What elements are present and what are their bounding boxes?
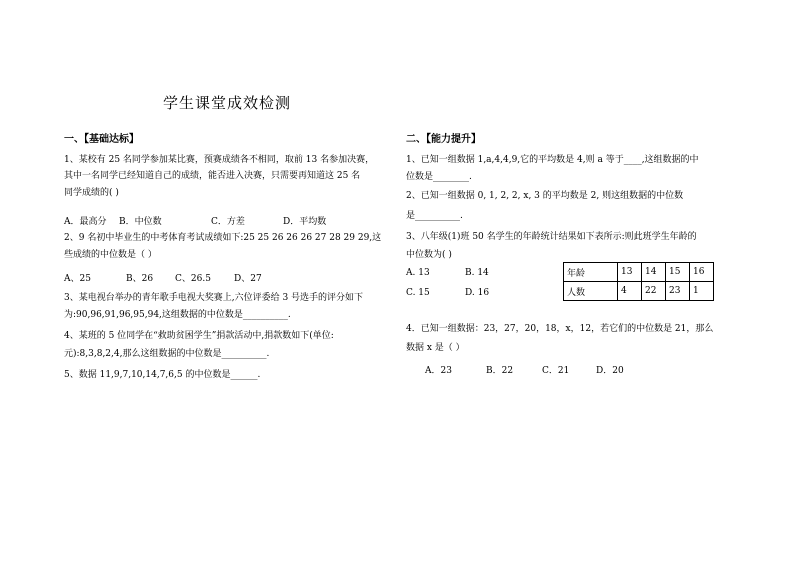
question-text: 5、数据 11,9,7,10,14,7,6,5 的中位数是______. bbox=[64, 370, 261, 380]
option-d: D．20 bbox=[596, 366, 624, 376]
question-text: 为:90,96,91,96,95,94,这组数据的中位数是__________. bbox=[64, 310, 291, 320]
question-text: 元):8,3,8,2,4,那么这组数据的中位数是__________. bbox=[64, 349, 270, 359]
section-basic-heading: 一、【基础达标】 bbox=[64, 134, 139, 145]
option-b: B. 14 bbox=[465, 268, 489, 278]
option-a: A．23 bbox=[425, 366, 452, 376]
section-advanced-heading: 二、【能力提升】 bbox=[406, 134, 481, 145]
question-text: 同学成绩的( ) bbox=[64, 188, 119, 198]
option-b: B．中位数 bbox=[119, 217, 162, 227]
table-row bbox=[564, 263, 714, 282]
option-c: C. 15 bbox=[406, 288, 430, 298]
option-a: A. 13 bbox=[406, 268, 430, 278]
table-cell: 13 bbox=[618, 263, 642, 282]
question-text: 1、某校有 25 名同学参加某比赛，预赛成绩各不相同，取前 13 名参加决赛， bbox=[64, 155, 375, 165]
question-text: 4、某班的 5 位同学在“救助贫困学生”捐款活动中,捐款数如下(单位: bbox=[64, 331, 334, 341]
question-text: 是__________. bbox=[406, 211, 463, 221]
question-text: 中位数为( ) bbox=[406, 250, 452, 260]
question-text: 2、9 名初中毕业生的中考体育考试成绩如下:25 25 26 26 26 27 28 29 29,这 bbox=[64, 233, 382, 243]
table-cell: 1 bbox=[690, 282, 714, 301]
question-text: 些成绩的中位数是（ ） bbox=[64, 250, 157, 260]
table-cell: 人数 bbox=[564, 282, 618, 301]
table-cell: 14 bbox=[642, 263, 666, 282]
question-text: 数据 x 是（ ） bbox=[406, 343, 465, 353]
table-cell: 4 bbox=[618, 282, 642, 301]
table-cell: 年龄 bbox=[564, 263, 618, 282]
question-text: 其中一名同学已经知道自己的成绩，能否进入决赛，只需要再知道这 25 名 bbox=[64, 171, 361, 181]
table-cell: 22 bbox=[642, 282, 666, 301]
table-cell: 15 bbox=[666, 263, 690, 282]
question-text: 1、已知一组数据 1,a,4,4,9,它的平均数是 4,则 a 等于____,这组数据的中 bbox=[406, 155, 699, 165]
age-table bbox=[563, 262, 714, 301]
option-d: D．平均数 bbox=[283, 217, 327, 227]
question-text: 位数是________. bbox=[406, 172, 472, 182]
table-cell: 23 bbox=[666, 282, 690, 301]
page-title: 学生课堂成效检测 bbox=[163, 94, 292, 112]
option-c: C．方差 bbox=[211, 217, 245, 227]
question-text: 2、已知一组数据 0, 1, 2, 2, x, 3 的平均数是 2, 则这组数据的中位数 bbox=[406, 191, 684, 201]
option-c: C、26.5 bbox=[175, 274, 211, 284]
question-text: 4．已知一组数据：23，27，20，18，x，12，若它们的中位数是 21，那么 bbox=[406, 324, 714, 334]
option-d: D、27 bbox=[234, 274, 262, 284]
option-b: B．22 bbox=[486, 366, 514, 376]
table-cell: 16 bbox=[690, 263, 714, 282]
question-text: 3、某电视台举办的青年歌手电视大奖赛上,六位评委给 3 号选手的评分如下 bbox=[64, 293, 364, 303]
option-b: B、26 bbox=[126, 274, 154, 284]
option-d: D. 16 bbox=[465, 288, 490, 298]
option-a: A．最高分 bbox=[64, 217, 107, 227]
option-c: C．21 bbox=[542, 366, 570, 376]
option-a: A、25 bbox=[64, 274, 91, 284]
table-row bbox=[564, 282, 714, 301]
question-text: 3、八年级(1)班 50 名学生的年龄统计结果如下表所示:则此班学生年龄的 bbox=[406, 232, 697, 242]
